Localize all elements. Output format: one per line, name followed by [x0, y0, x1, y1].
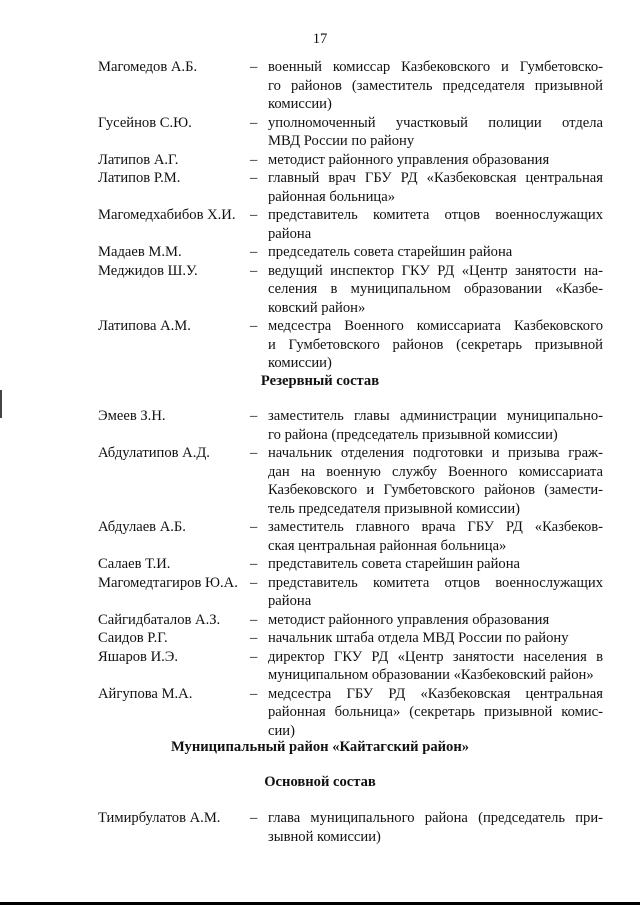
member-role [268, 169, 603, 206]
role-line: представитель комитета отцов военнослужащих [268, 574, 603, 591]
role-line: района [268, 225, 312, 242]
district-members-list [98, 809, 603, 846]
role-line: методист районного управления образования [268, 151, 550, 168]
role-line: медсестра ГБУ РД «Казбековская центральная [268, 685, 603, 702]
role-line: районная больница» [268, 188, 396, 205]
member-name: Латипов А.Г. [98, 151, 179, 168]
dash-separator: – [250, 810, 258, 826]
dash-separator: – [250, 59, 258, 75]
role-line: директор ГКУ РД «Центр занятости населения в [268, 648, 603, 665]
member-role [268, 58, 603, 114]
member-entry [98, 444, 603, 518]
dash-separator: – [250, 556, 258, 572]
role-line: представитель совета старейшин района [268, 556, 520, 572]
member-name: Эмеев З.Н. [98, 408, 166, 424]
dash-separator: – [250, 685, 258, 702]
heading-reserve: Резервный состав [260, 373, 380, 389]
role-line: методист районного управления образования [268, 611, 550, 628]
dash-separator: – [250, 151, 258, 168]
member-role [268, 206, 603, 243]
member-entry [98, 169, 603, 206]
member-entry [98, 555, 603, 574]
dash-separator: – [250, 244, 258, 260]
member-entry [98, 114, 603, 151]
member-name: Магомедтагиров Ю.А. [98, 574, 238, 591]
role-line: начальник отделения подготовки и призыва граж- [268, 445, 603, 461]
member-entry [98, 407, 603, 444]
member-entry [98, 262, 603, 318]
member-name: Салаев Т.И. [98, 556, 171, 572]
role-line: комиссии) [268, 355, 332, 371]
page-number: 17 [312, 31, 328, 47]
member-name: Латипов Р.М. [98, 170, 181, 186]
member-role [268, 114, 603, 151]
member-entry [98, 809, 603, 846]
member-entry [98, 611, 603, 630]
member-role [268, 243, 603, 262]
role-line: медсестра Военного комиссариата Казбековского [268, 318, 603, 334]
member-entry [98, 151, 603, 170]
dash-separator: – [250, 114, 258, 131]
role-line: ведущий инспектор ГКУ РД «Центр занятости на- [268, 262, 603, 279]
member-role [268, 611, 603, 630]
member-name: Магомедхабибов Х.И. [98, 207, 236, 223]
role-line: уполномоченный участковый полиции отдела [268, 114, 603, 131]
dash-separator: – [250, 408, 258, 424]
heading-district: Муниципальный район «Кайтагский район» [170, 739, 470, 755]
dash-separator: – [250, 170, 258, 186]
member-entry [98, 518, 603, 555]
dash-separator: – [250, 445, 258, 461]
dash-separator: – [250, 262, 258, 279]
member-entry [98, 648, 603, 685]
member-name: Абдулатипов А.Д. [98, 445, 210, 461]
role-line: го района (председатель призывной комиссии) [268, 426, 558, 443]
role-line: районная больница» (секретарь призывной комис- [268, 704, 603, 720]
reserve-members-list [98, 407, 603, 740]
dash-separator: – [250, 648, 258, 665]
member-name: Меджидов Ш.У. [98, 262, 198, 279]
role-line: тель председателя призывной комиссии) [268, 500, 521, 517]
member-role [268, 629, 603, 648]
heading-main: Основной состав [264, 774, 376, 790]
member-name: Сайгидбаталов А.З. [98, 611, 221, 628]
member-role [268, 809, 603, 846]
member-name: Яшаров И.Э. [98, 648, 179, 665]
member-role [268, 317, 603, 373]
member-name: Мадаев М.М. [98, 244, 182, 260]
dash-separator: – [250, 207, 258, 223]
member-role [268, 151, 603, 170]
role-line: дан на военную службу Военного комиссариата [268, 463, 603, 480]
member-role [268, 407, 603, 444]
role-line: МВД России по району [268, 133, 415, 149]
member-name: Айгупова М.А. [98, 685, 193, 702]
role-line: сии) [268, 722, 295, 739]
member-role [268, 555, 603, 574]
member-name: Магомедов А.Б. [98, 59, 198, 75]
dash-separator: – [250, 630, 258, 646]
member-name: Гусейнов С.Ю. [98, 114, 192, 131]
role-line: и Гумбетовского районов (секретарь призывной [268, 336, 603, 353]
member-entry [98, 243, 603, 262]
member-role [268, 648, 603, 685]
role-line: зывной комиссии) [268, 828, 381, 845]
member-name: Латипова А.М. [98, 318, 191, 334]
member-role [268, 685, 603, 741]
member-name: Саидов Р.Г. [98, 630, 168, 646]
dash-separator: – [250, 519, 258, 535]
member-name: Абдулаев А.Б. [98, 519, 186, 535]
member-role [268, 444, 603, 518]
role-line: глава муниципального района (председатель при- [268, 810, 603, 826]
member-entry [98, 629, 603, 648]
role-line: начальник штаба отдела МВД России по району [268, 630, 569, 646]
dash-separator: – [250, 574, 258, 591]
member-entry [98, 206, 603, 243]
role-line: председатель совета старейшин района [268, 244, 513, 260]
member-name: Тимирбулатов А.М. [98, 810, 221, 826]
member-role [268, 518, 603, 555]
member-entry [98, 574, 603, 611]
dash-separator: – [250, 318, 258, 334]
role-line: главный врач ГБУ РД «Казбековская центральная [268, 170, 603, 186]
role-line: заместитель главного врача ГБУ РД «Казбеков- [268, 519, 603, 535]
role-line: района [268, 593, 312, 609]
member-entry [98, 317, 603, 373]
role-line: комиссии) [268, 96, 332, 112]
role-line: селения в муниципальном образовании «Казбе- [268, 281, 603, 297]
dash-separator: – [250, 611, 258, 628]
role-line: Казбековского и Гумбетовского районов (замести- [268, 482, 603, 498]
member-role [268, 262, 603, 318]
scan-edge-mark [0, 390, 2, 418]
role-line: ковский район» [268, 299, 366, 316]
members-list [98, 58, 603, 373]
role-line: представитель комитета отцов военнослужащих [268, 207, 603, 223]
member-role [268, 574, 603, 611]
role-line: муниципальном образовании «Казбековский район» [268, 667, 594, 683]
role-line: заместитель главы администрации муниципально- [268, 408, 603, 424]
role-line: ская центральная районная больница» [268, 537, 507, 554]
member-entry [98, 685, 603, 741]
member-entry [98, 58, 603, 114]
role-line: военный комиссар Казбековского и Гумбетовско- [268, 59, 603, 75]
role-line: го районов (заместитель председателя призывной [268, 77, 603, 94]
